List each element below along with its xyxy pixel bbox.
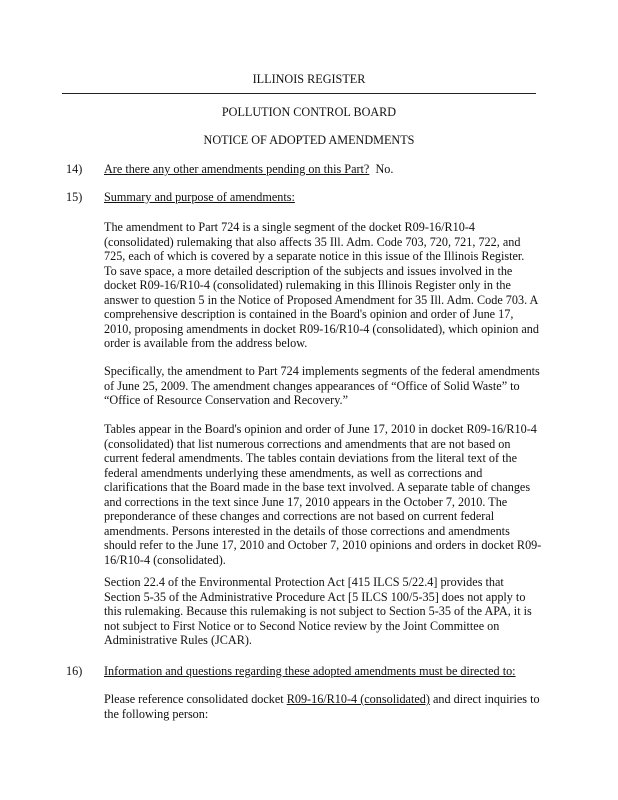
- paragraph-line: Specifically, the amendment to Part 724 implements segments of the federal amendments: [104, 364, 540, 378]
- paragraph-line: answer to question 5 in the Notice of Proposed Amendment for 35 Ill. Adm. Code 703. A: [104, 292, 539, 307]
- paragraph-line: amendments. Persons interested in the details of those corrections and amendments: [104, 523, 510, 538]
- paragraph-line: not subject to First Notice or to Second Notice review by the Joint Committee on: [104, 618, 500, 633]
- paragraph-line: Section 5-35 of the Administrative Procedure Act [5 ILCS 100/5-35] does not apply to: [104, 589, 526, 604]
- paragraph-line: Tables appear in the Board's opinion and order of June 17, 2010 in docket R09-16/R10-4: [104, 422, 537, 436]
- item-answer: No.: [375, 162, 394, 176]
- paragraph-reference: [104, 692, 544, 721]
- paragraph-tables: [104, 422, 544, 567]
- paragraph-line: federal amendments underlying these amendments, as well as corrections and: [104, 465, 483, 480]
- item-question: Summary and purpose of amendments:: [104, 190, 295, 204]
- paragraph-line: “Office of Resource Conservation and Recovery.”: [104, 393, 348, 407]
- paragraph-line: The amendment to Part 724 is a single segment of the docket R09-16/R10-4: [104, 220, 475, 234]
- paragraph-line: Section 22.4 of the Environmental Protection Act [415 ILCS 5/22.4] provides that: [104, 575, 504, 589]
- paragraph-specifically: [104, 364, 544, 408]
- paragraph-line: Administrative Rules (JCAR).: [104, 633, 252, 647]
- reference-line-2: the following person:: [104, 706, 209, 721]
- paragraph-line: current federal amendments. The tables contain deviations from the literal text of the: [104, 451, 517, 465]
- item-number: 15): [66, 190, 83, 204]
- header-divider: [62, 93, 536, 94]
- paragraph-line: (consolidated) that list numerous corrections and amendments that are not based on: [104, 436, 511, 451]
- paragraph-line: 2010, proposing amendments in docket R09-16/R10-4 (consolidated), which opinion and: [104, 321, 539, 336]
- item-question: Information and questions regarding these adopted amendments must be directed to:: [104, 664, 516, 678]
- agency-title: POLLUTION CONTROL BOARD: [221, 105, 397, 119]
- paragraph-line: clarifications that the Board made in the base text involved. A separate table of changes: [104, 480, 531, 494]
- paragraph-line: (consolidated) rulemaking that also affects 35 Ill. Adm. Code 703, 720, 721, 722, and: [104, 234, 521, 249]
- docket-reference: R09-16/R10-4 (consolidated): [286, 692, 430, 706]
- paragraph-line: of June 25, 2009. The amendment changes appearances of “Office of Solid Waste” to: [104, 378, 520, 393]
- paragraph-line: 725, each of which is covered by a separate notice in this issue of the Illinois Register.: [104, 249, 525, 263]
- reference-text-end: and direct inquiries to: [429, 692, 540, 706]
- notice-title: NOTICE OF ADOPTED AMENDMENTS: [203, 133, 415, 147]
- item-number: 16): [66, 664, 83, 678]
- paragraph-line: should refer to the June 17, 2010 and October 7, 2010 opinions and orders in docket R09-: [104, 538, 542, 552]
- paragraph-line: and corrections in the text since June 17, 2010 appears in the October 7, 2010. The: [104, 494, 508, 509]
- reference-text: Please reference consolidated docket: [104, 692, 287, 706]
- paragraph-summary: [104, 220, 544, 351]
- item-number: 14): [66, 162, 83, 176]
- paragraph-line: this rulemaking. Because this rulemaking is not subject to Section 5-35 of the APA, it is: [104, 604, 532, 618]
- paragraph-section-22-4: [104, 575, 544, 648]
- item-question: Are there any other amendments pending on this Part?: [104, 162, 370, 176]
- paragraph-line: docket R09-16/R10-4 (consolidated) rulemaking in this Illinois Register only in the: [104, 278, 511, 292]
- paragraph-line: preponderance of these changes and corrections are not based on current federal: [104, 509, 495, 523]
- paragraph-line: order is available from the address below.: [104, 336, 308, 350]
- paragraph-line: To save space, a more detailed description of the subjects and issues involved in the: [104, 263, 513, 278]
- paragraph-line: 16/R10-4 (consolidated).: [104, 552, 226, 567]
- paragraph-line: comprehensive description is contained in the Board's opinion and order of June 17,: [104, 307, 514, 321]
- register-title: ILLINOIS REGISTER: [252, 72, 366, 86]
